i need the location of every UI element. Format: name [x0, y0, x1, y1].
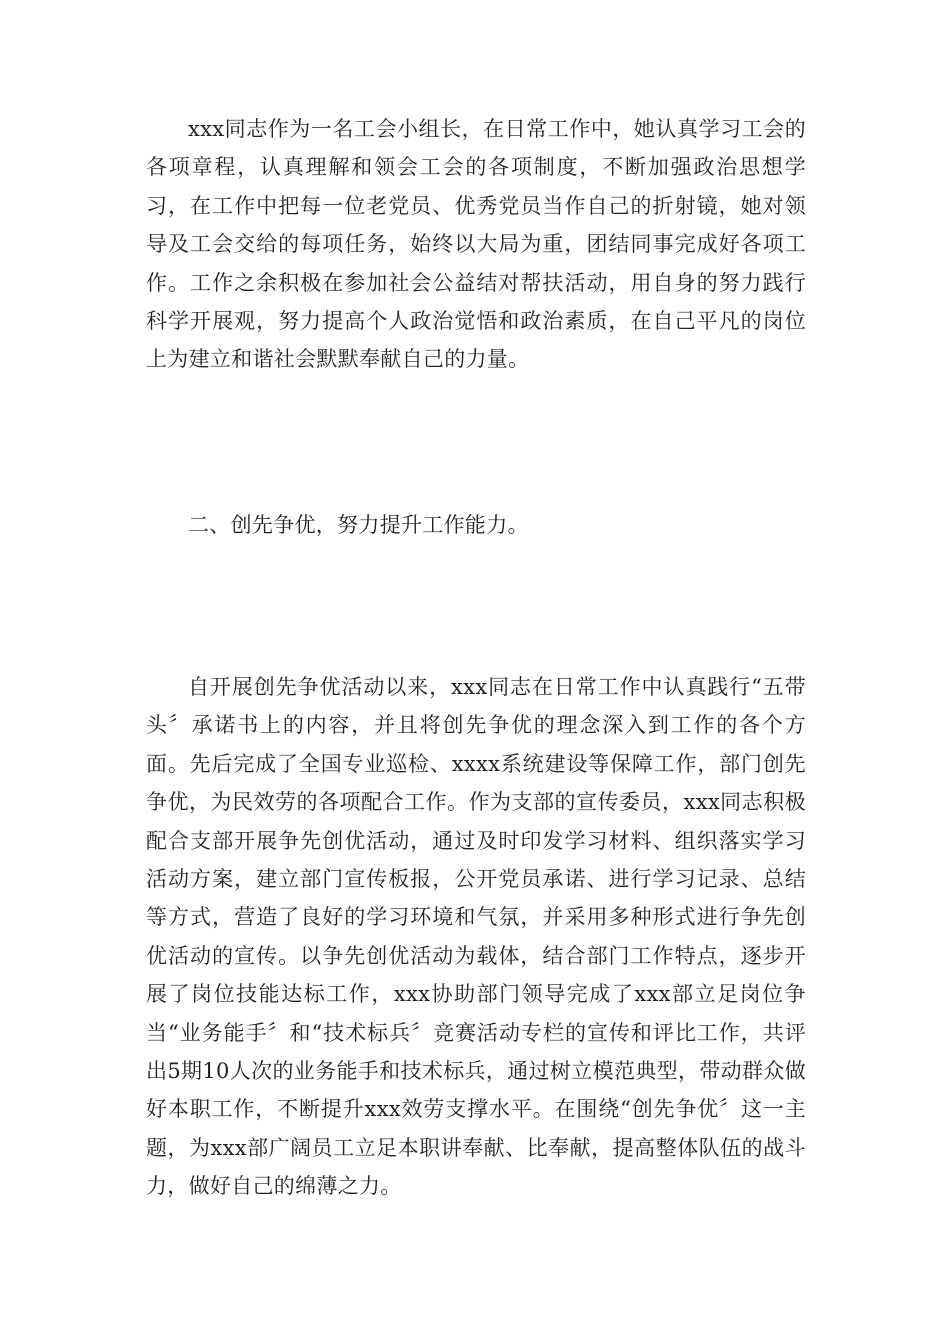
- body-paragraph-excellence-activity: 自开展创先争优活动以来，xxx同志在日常工作中认真践行“五带头〞承诺书上的内容，并且将创先争优的理念深入到工作的各个方面。先后完成了全国专业巡检、xxxx系统建设等保障工作，部门创先争优，为民效劳的各项配合工作。作为支部的宣传委员，xxx同志积极配合支部开展争先创优活动，通过及时印发学习材料、组织落实学习活动方案，建立部门宣传板报，公开党员承诺、进行学习记录、总结等方式，营造了良好的学习环境和气氛，并采用多种形式进行争先创优活动的宣传。以争先创优活动为载体，结合部门工作特点，逐步开展了岗位技能达标工作，xxx协助部门领导完成了xxx部立足岗位争当“业务能手〞和“技术标兵〞竞赛活动专栏的宣传和评比工作，共评出5期10人次的业务能手和技术标兵，通过树立模范典型，带动群众做好本职工作，不断提升xxx效劳支撑水平。在围绕“创先争优〞这一主题，为xxx部广阔员工立足本职讲奉献、比奉献，提高整体队伍的战斗力，做好自己的绵薄之力。: [146, 675, 806, 1199]
- section-heading: 二、创先争优，努力提升工作能力。: [188, 513, 529, 537]
- body-paragraph-trade-union: xxx同志作为一名工会小组长，在日常工作中，她认真学习工会的各项章程，认真理解和领会工会的各项制度，不断加强政治思想学习，在工作中把每一位老党员、优秀党员当作自己的折射镜，她对领导及工会交给的每项任务，始终以大局为重，团结同事完成好各项工作。工作之余积极在参加社会公益结对帮扶活动，用自身的努力践行科学开展观，努力提高个人政治觉悟和政治素质，在自己平凡的岗位上为建立和谐社会默默奉献自己的力量。: [146, 117, 806, 372]
